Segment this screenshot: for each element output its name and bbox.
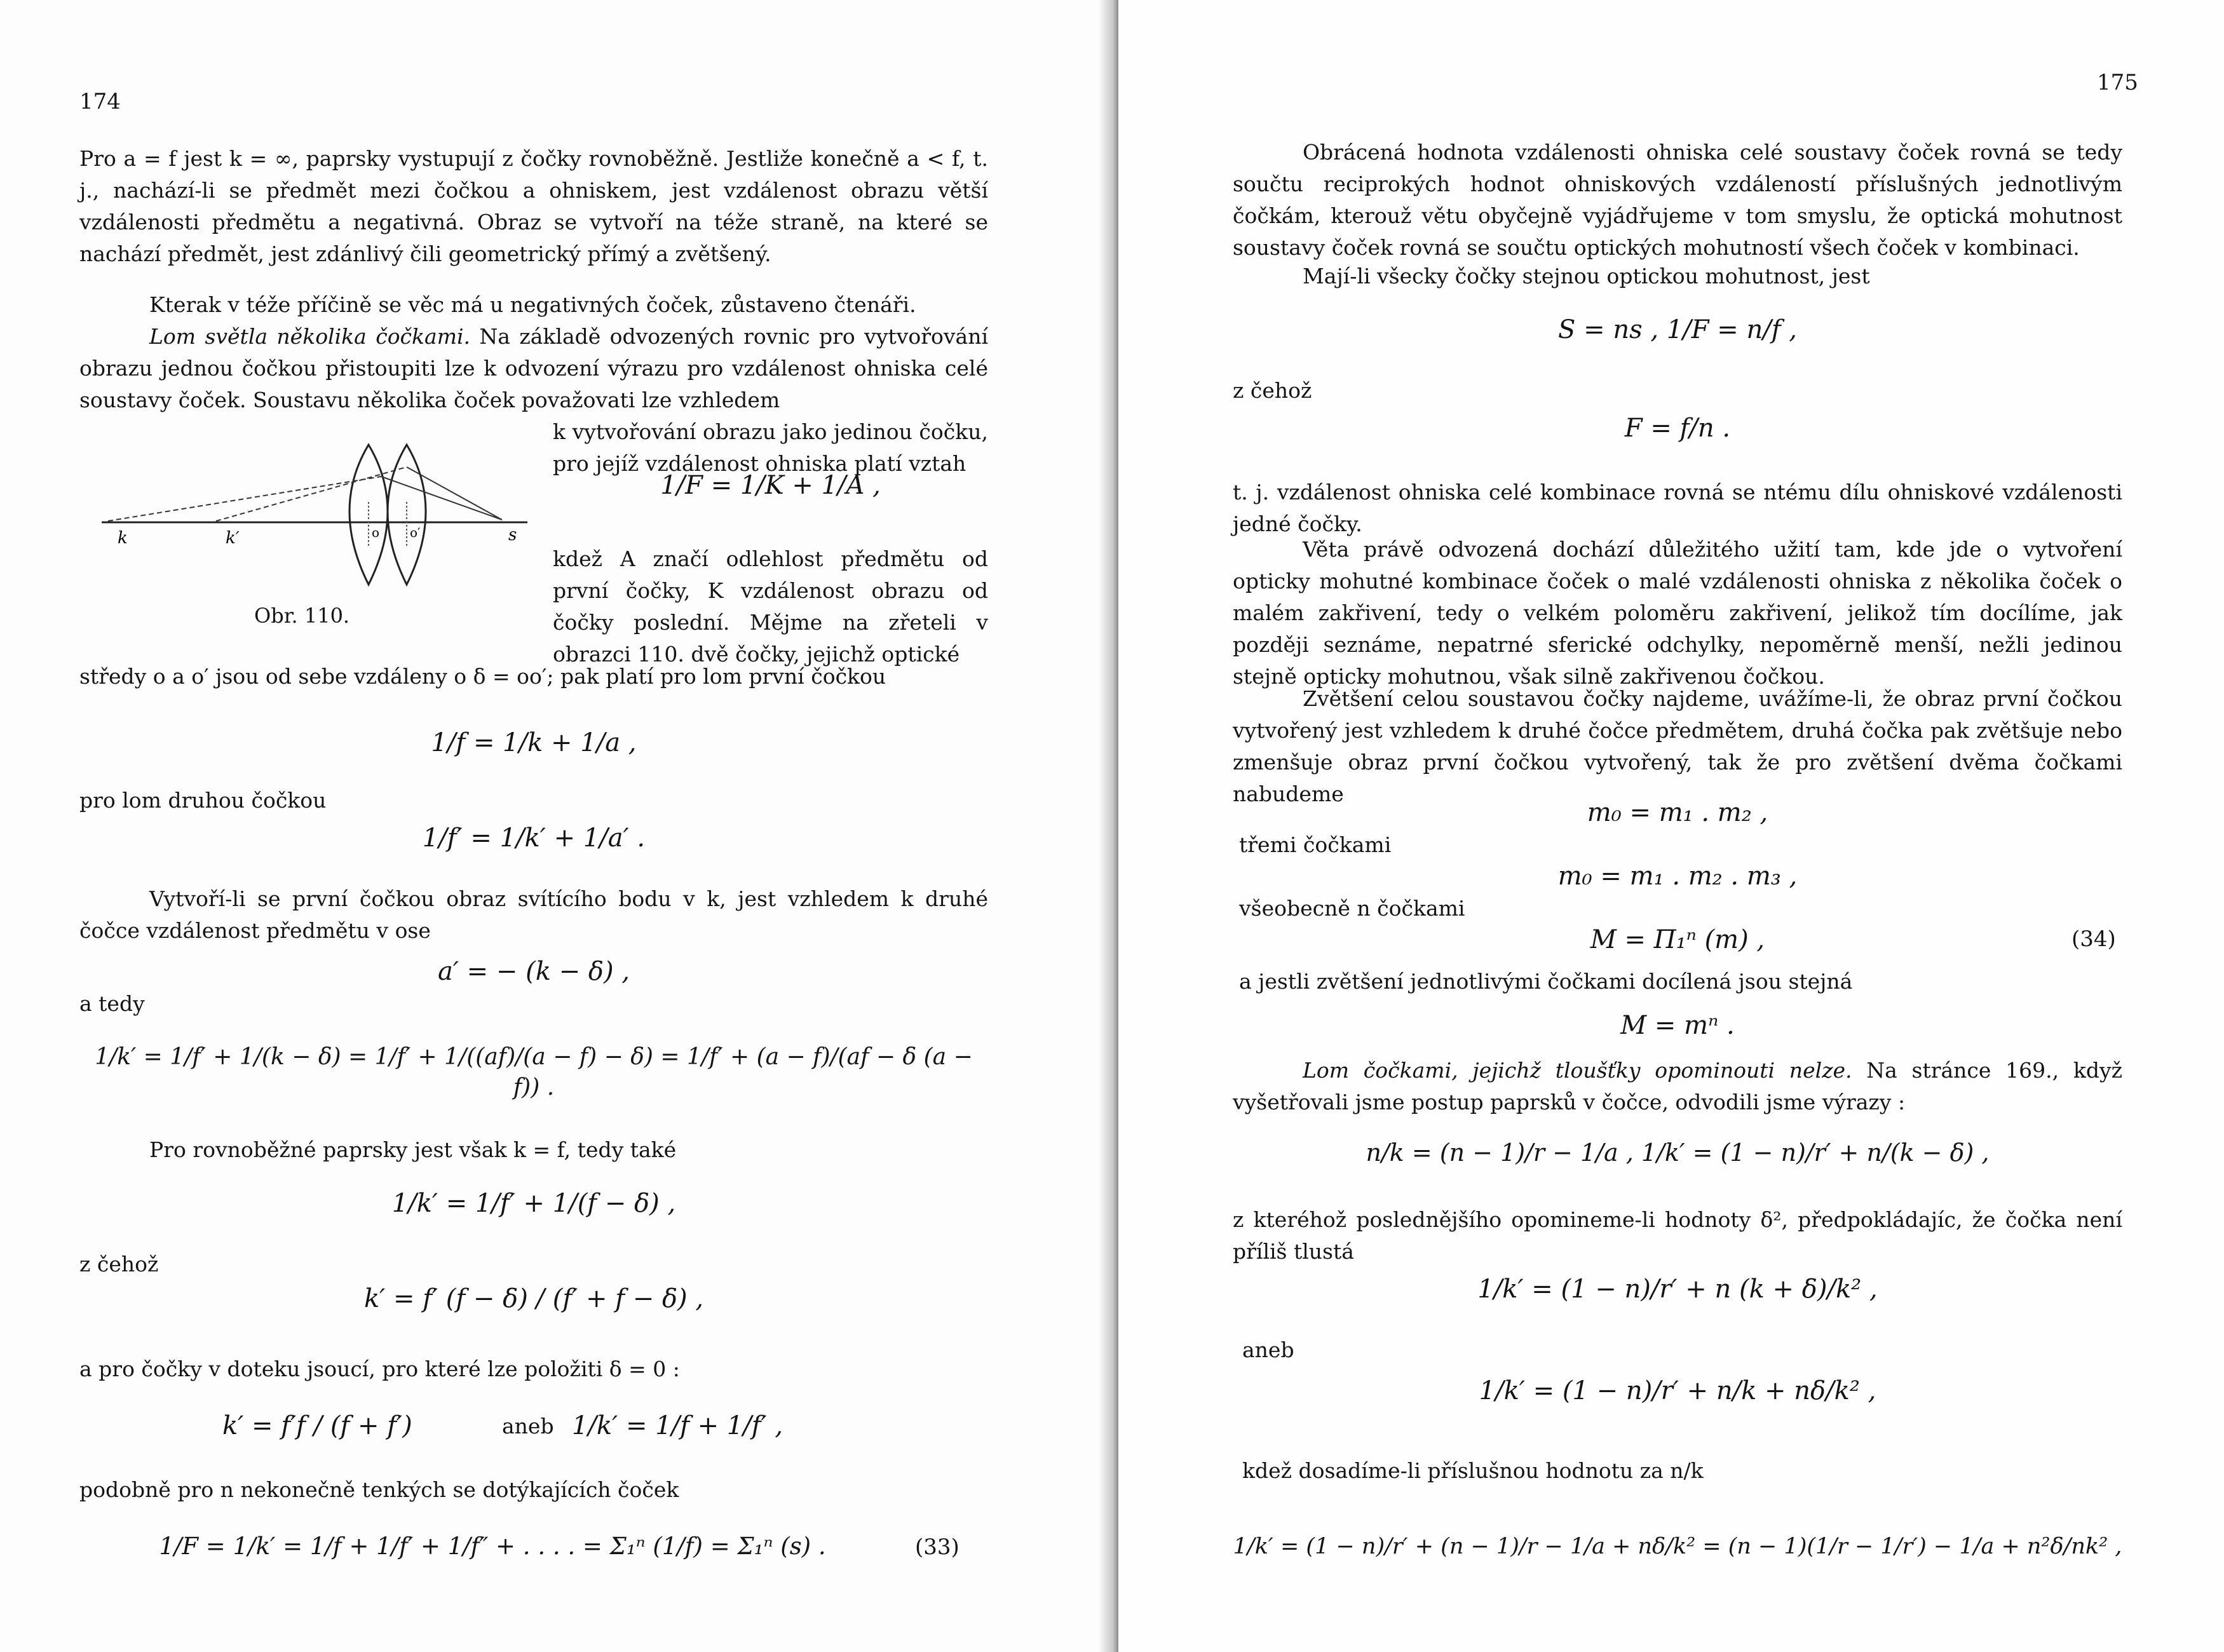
equation: m₀ = m₁ . m₂ . m₃ ,	[1557, 862, 1798, 891]
paragraph: Zvětšení celou soustavou čočky najdeme, uvážíme-li, že obraz první čočkou vytvořený jest vzhledem k druhé čočce předmětem, druhá čočka pak zvětšuje nebo zmenšuje obraz první čočkou vytvořený, tak že pro zvětšení dvěma čočkami nabudeme	[1233, 686, 2122, 806]
equation: 1/F = 1/K + 1/A ,	[660, 471, 881, 500]
text-line: z čehož	[79, 1252, 159, 1276]
lens-diagram	[89, 438, 534, 604]
text-line: třemi čočkami	[1239, 832, 1392, 857]
equation: 1/f = 1/k + 1/a ,	[431, 728, 637, 757]
page-number: 174	[79, 89, 121, 114]
fig-label: k′	[226, 529, 240, 548]
paragraph: Lom čočkami, jejichž tloušťky opominouti nelze. Na stránce 169., když vyšetřovali jsme postup paprsků v čočce, odvodili jsme výrazy :	[1233, 1058, 2122, 1114]
equation-number: (33)	[915, 1534, 959, 1560]
equation: F = f/n .	[1624, 414, 1731, 443]
equation: 1/k′ = 1/f′ + 1/(f − δ) ,	[391, 1189, 676, 1218]
paragraph: Mají-li všecky čočky stejnou optickou mohutnost, jest	[1303, 264, 1870, 288]
section-heading: Lom světla několika čočkami.	[149, 324, 471, 349]
equation-number: (34)	[2071, 926, 2116, 952]
paragraph: Vytvoří-li se první čočkou obraz svítícího bodu v k, jest vzhledem k druhé čočce vzdálenost předmětu v ose	[79, 886, 988, 943]
paragraph: a jestli zvětšení jednotlivými čočkami docílená jsou stejná	[1239, 969, 1853, 994]
fig-label: o′	[410, 525, 421, 540]
equation: k′ = f′ (f − δ) / (f′ + f − δ) ,	[363, 1284, 704, 1313]
equation: a′ = − (k − δ) ,	[437, 957, 630, 986]
text-line: z čehož	[1233, 378, 1312, 403]
paragraph: z kteréhož poslednějšího opomineme-li hodnoty δ², předpokládajíc, že čočka není příliš tlustá	[1233, 1207, 2122, 1264]
fig-label: o	[372, 525, 380, 540]
text-line: aneb	[1242, 1337, 1294, 1362]
fig-label: k	[118, 529, 128, 548]
fig-label: s	[508, 525, 517, 545]
equation: M = Π₁ⁿ (m) ,	[1590, 925, 1765, 954]
paragraph: Lom světla několika čočkami. Na základě odvozených rovnic pro vytvořování obrazu jednou čočkou přistoupiti lze k odvození výrazu pro vzdálenost ohniska celé soustavy čoček. Soustavu několika čoček považovati lze vzhledem	[79, 324, 988, 412]
paragraph: kdež A značí odlehlost předmětu od první čočky, K vzdálenost obrazu od čočky poslední. Mějme na zřeteli v obrazci 110. dvě čočky, jejichž optické	[553, 546, 988, 667]
equation: n/k = (n − 1)/r − 1/a , 1/k′ = (1 − n)/r′ + n/(k − δ) ,	[1366, 1139, 1990, 1167]
paragraph: podobně pro n nekonečně tenkých se dotýkajících čoček	[79, 1477, 679, 1502]
paragraph: Kterak v téže příčině se věc má u negativných čoček, zůstaveno čtenáři.	[149, 292, 916, 317]
paragraph: Pro rovnoběžné paprsky jest však k = f, tedy také	[149, 1137, 677, 1162]
page-number: 175	[2097, 70, 2138, 95]
figure-caption: Obr. 110.	[254, 604, 350, 628]
text-line: pro lom druhou čočkou	[79, 788, 327, 813]
equation: 1/F = 1/k′ = 1/f + 1/f′ + 1/f″ + . . . . = Σ₁ⁿ (1/f) = Σ₁ⁿ (s) .	[159, 1533, 826, 1560]
equation: k′ = f′f / (f + f′)	[222, 1411, 412, 1440]
section-heading: Lom čočkami, jejichž tloušťky opominouti nelze.	[1303, 1058, 1852, 1083]
paragraph: t. j. vzdálenost ohniska celé kombinace rovná se ntému dílu ohniskové vzdálenosti jedné čočky.	[1233, 480, 2122, 536]
right-page	[1118, 0, 2224, 1652]
equation: 1/k′ = (1 − n)/r′ + n (k + δ)/k² ,	[1477, 1275, 1878, 1304]
text-line: aneb	[502, 1414, 554, 1439]
paragraph: středy o a o′ jsou od sebe vzdáleny o δ = oo′; pak platí pro lom první čočkou	[79, 664, 886, 689]
equation: M = mⁿ .	[1620, 1011, 1735, 1040]
equation: S = ns , 1/F = n/f ,	[1558, 315, 1797, 344]
equation: 1/k′ = (1 − n)/r′ + (n − 1)/r − 1/a + nδ/k² = (n − 1)(1/r − 1/r′) − 1/a + n²δ/nk² ,	[1233, 1534, 2122, 1559]
paragraph: k vytvořování obrazu jako jedinou čočku, pro jejíž vzdálenost ohniska platí vztah	[553, 419, 988, 476]
paragraph: Věta právě odvozená dochází důležitého užití tam, kde jde o vytvoření opticky mohutné kombinace čoček o malé vzdálenosti ohniska z několika čoček o malém zakřivení, tedy o velkém poloměru zakřivení, jelikož tím docílíme, jak později seznáme, nepatrné sferické odchylky, nepoměrně menší, nežli jedinou stejně opticky mohutnou, však silně zakřivenou čočkou.	[1233, 537, 2122, 689]
equation: m₀ = m₁ . m₂ ,	[1587, 798, 1768, 827]
text-line: a tedy	[79, 991, 145, 1016]
equation: 1/k′ = (1 − n)/r′ + n/k + nδ/k² ,	[1479, 1376, 1876, 1405]
paragraph: a pro čočky v doteku jsoucí, pro které lze položiti δ = 0 :	[79, 1357, 680, 1381]
paragraph: kdež dosadíme-li příslušnou hodnotu za n/k	[1242, 1458, 1704, 1483]
equation: 1/k′ = 1/f′ + 1/(k − δ) = 1/f′ + 1/((af)/(a − f) − δ) = 1/f′ + (a − f)/(af − δ (a − f)) .	[95, 1044, 973, 1100]
text-line: všeobecně n čočkami	[1239, 896, 1465, 921]
equation: 1/k′ = 1/f + 1/f′ ,	[572, 1411, 783, 1440]
equation: 1/f′ = 1/k′ + 1/a′ .	[422, 823, 646, 853]
paragraph: Obrácená hodnota vzdálenosti ohniska celé soustavy čoček rovná se tedy součtu reciprokých hodnot ohniskových vzdáleností příslušných jednotlivým čočkám, kterouž větu obyčejně vyjádřujeme v tom smyslu, že optická mohutnost soustavy čoček rovná se součtu optických mohutností všech čoček v kombinaci.	[1233, 140, 2122, 260]
paragraph: Pro a = f jest k = ∞, paprsky vystupují z čočky rovnoběžně. Jestliže konečně a < f, t. j., nachází-li se předmět mezi čočkou a ohniskem, jest vzdálenost obrazu větší vzdálenosti předmětu a negativná. Obraz se vytvoří na téže straně, na které se nachází předmět, jest zdánlivý čili geometrický přímý a zvětšený.	[79, 146, 988, 266]
